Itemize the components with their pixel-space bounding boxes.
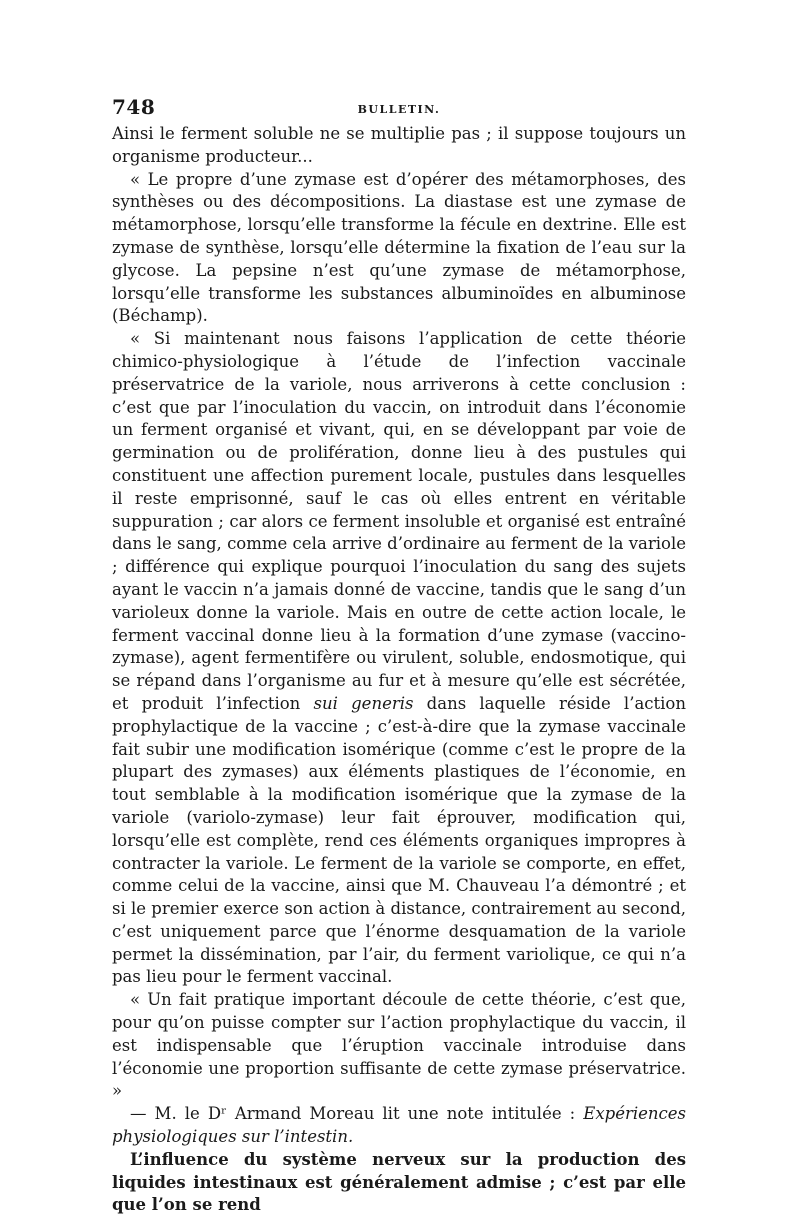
paragraph-2: « Le propre d’une zymase est d’opérer des métamorphoses, des synthèses ou des décompositions. La diastase est une zymase de métamorphose, lorsqu’elle transforme la fécule en dextrine. Elle est zymase de synthèse, lorsqu’elle détermine la fixation de l’eau sur la glycose. La pepsine n’est qu’une zymase de métamorphose, lorsqu’elle transforme les substances albuminoïdes en albuminose (Béchamp). [112,169,686,326]
page-header [112,95,686,123]
running-head: BULLETIN. [357,103,441,116]
paragraph-4: « Un fait pratique important découle de cette théorie, c’est que, pour qu’on puisse compter sur l’action prophylactique du vaccin, il est indispensable que l’éruption vaccinale introduise dans l’économie une proportion suffisante de cette zymase préservatrice. » [112,990,686,1101]
paragraph-6: L’influence du système nerveux sur la production des liquides intestinaux est généralement admise ; c’est par elle que l’on se rend [112,1149,686,1215]
paragraph-3-text-b: dans laquelle réside l’action prophylactique de la vaccine ; c’est-à-dire que la zymase vaccinale fait subir une modification isomérique (comme c’est le propre de la plupart des zymases) aux éléments plastiques de l’économie, en tout semblable à la modification isomérique que la zymase de la variole (variolo-zymase) leur fait éprouver, modification qui, lorsqu’elle est complète, rend ces éléments organiques impropres à contracter la variole. Le ferment de la variole se comporte, en effet, comme celui de la vaccine, ainsi que M. Chauveau l’a démontré ; et si le premier exerce son action à distance, contrairement au second, c’est uniquement parce que l’énorme desquamation de la variole permet la dissémination, par l’air, du ferment variolique, ce qui n’a pas lieu pour le ferment vaccinal. [112,693,686,987]
page-number: 748 [112,95,156,119]
paragraph-3-text-a: « Si maintenant nous faisons l’application de cette théorie chimico-physiologique à l’étude de l’infection vaccinale préservatrice de la variole, nous arriverons à cette conclusion : c’est que par l’inoculation du vaccin, on introduit dans l’économie un ferment organisé et vivant, qui, en se développant par voie de germination ou de prolifération, donne lieu à des pustules qui constituent une affection purement locale, pustules dans lesquelles il reste emprisonné, sauf le cas où elles entrent en véritable suppuration ; car alors ce ferment insoluble et organisé est entraîné dans le sang, comme cela arrive d’ordinaire au ferment de la variole ; différence qui explique pourquoi l’inoculation du sang des sujets ayant le vaccin n’a jamais donné de vaccine, tandis que le sang d’un varioleux donne la variole. Mais en outre de cette action locale, le ferment vaccinal donne lieu à la formation d’une zymase (vaccino-zymase), agent fermentifère ou virulent, soluble, endosmotique, qui se répand dans l’organisme au fur et à mesure qu’elle est sécrétée, et produit l’infection [112,329,686,713]
paragraph-5-title: Expériences physiologiques sur l’intestin. [112,1104,686,1147]
paragraph-3-italic: sui generis [313,693,414,713]
body-text [112,123,686,1217]
paragraph-5 [112,1103,686,1149]
paragraph-1: Ainsi le ferment soluble ne se multiplie pas ; il suppose toujours un organisme producteur... [112,124,686,166]
paragraph-5-text: — M. le Dʳ Armand Moreau lit une note intitulée : [130,1104,584,1124]
paragraph-3 [112,328,686,989]
book-page [112,95,686,1217]
